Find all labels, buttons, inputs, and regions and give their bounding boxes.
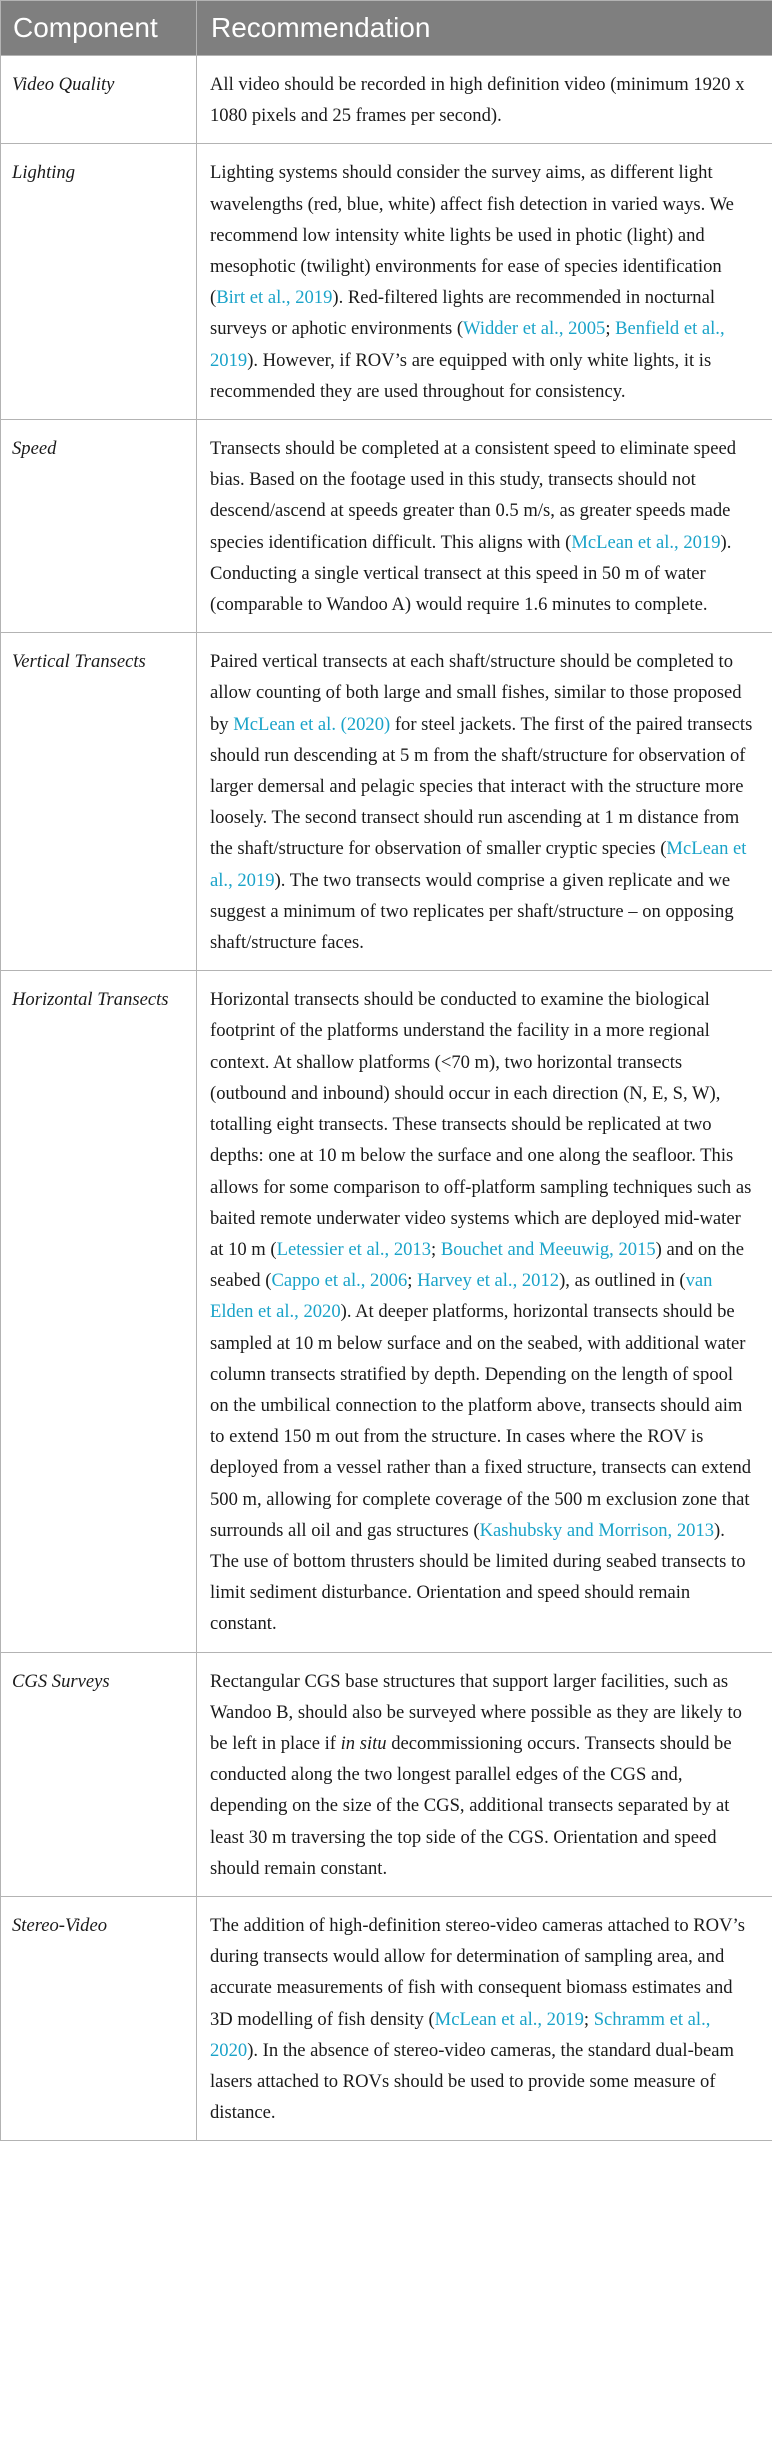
table-row xyxy=(1,633,772,971)
recommendation-cell: Horizontal transects should be conducted to examine the biological footprint of the platforms understand the facility in a more regional context. At shallow platforms (<70 m), two horizontal transects (outbound and inbound) should occur in each direction (N, E, S, W), totalling eight transects. These transects should be replicated at two depths: one at 10 m below the surface and one along the seafloor. This allows for some comparison to off-platform sampling techniques such as baited remote underwater video systems which are deployed mid-water at 10 m (Letessier et al., 2013; Bouchet and Meeuwig, 2015) and on the seabed (Cappo et al., 2006; Harvey et al., 2012), as outlined in (van Elden et al., 2020). At deeper platforms, horizontal transects should be sampled at 10 m below surface and on the seabed, with additional water column transects stratified by depth. Depending on the length of spool on the umbilical connection to the platform above, transects should aim to extend 150 m out from the structure. In cases where the ROV is deployed from a vessel rather than a fixed structure, transects can extend 500 m, allowing for complete coverage of the 500 m exclusion zone that surrounds all oil and gas structures (Kashubsky and Morrison, 2013). The use of bottom thrusters should be limited during seabed transects to limit sediment disturbance. Orientation and speed should remain constant. xyxy=(197,971,772,1652)
citation-link[interactable]: Schramm et al., 2020 xyxy=(210,2008,711,2061)
component-cell: Video Quality xyxy=(1,56,197,144)
citation-link[interactable]: Birt et al., 2019 xyxy=(216,287,333,309)
header-recommendation: Recommendation xyxy=(197,1,772,56)
component-cell: Stereo-Video xyxy=(1,1896,197,2140)
component-cell: CGS Surveys xyxy=(1,1652,197,1896)
citation-link[interactable]: Kashubsky and Morrison, 2013 xyxy=(479,1519,715,1541)
table-row xyxy=(1,971,772,1652)
recommendation-cell: Rectangular CGS base structures that support larger facilities, such as Wandoo B, should also be surveyed where possible as they are likely to be left in place if in situ decommissioning occurs. Transects should be conducted along the two longest parallel edges of the CGS and, depending on the size of the CGS, additional transects separated by at least 30 m traversing the top side of the CGS. Orientation and speed should remain constant. xyxy=(197,1652,772,1896)
citation-link[interactable]: McLean et al. (2020) xyxy=(233,713,391,735)
recommendation-cell: The addition of high-definition stereo-video cameras attached to ROV’s during transects would allow for determination of sampling area, and accurate measurements of fish with consequent biomass estimates and 3D modelling of fish density (McLean et al., 2019; Schramm et al., 2020). In the absence of stereo-video cameras, the standard dual-beam lasers attached to ROVs should be used to provide some measure of distance. xyxy=(197,1896,772,2140)
recommendation-cell: Paired vertical transects at each shaft/structure should be completed to allow counting of both large and small fishes, similar to those proposed by McLean et al. (2020) for steel jackets. The first of the paired transects should run descending at 5 m from the shaft/structure for observation of larger demersal and pelagic species that interact with the structure more loosely. The second transect should run ascending at 1 m distance from the shaft/structure for observation of smaller cryptic species (McLean et al., 2019). The two transects would comprise a given replicate and we suggest a minimum of two replicates per shaft/structure – on opposing shaft/structure faces. xyxy=(197,633,772,971)
table-row xyxy=(1,144,772,420)
table-row xyxy=(1,1896,772,2140)
citation-link[interactable]: van Elden et al., 2020 xyxy=(210,1270,713,1323)
component-cell: Lighting xyxy=(1,144,197,420)
citation-link[interactable]: Bouchet and Meeuwig, 2015 xyxy=(440,1238,656,1260)
table-row xyxy=(1,56,772,144)
header-component: Component xyxy=(1,1,197,56)
citation-link[interactable]: Widder et al., 2005 xyxy=(463,318,606,340)
citation-link[interactable]: McLean et al., 2019 xyxy=(210,838,747,891)
citation-link[interactable]: Cappo et al., 2006 xyxy=(271,1270,408,1292)
citation-link[interactable]: McLean et al., 2019 xyxy=(434,2008,584,2030)
italic-term: in situ xyxy=(340,1732,387,1754)
recommendation-cell: Transects should be completed at a consistent speed to eliminate speed bias. Based on the footage used in this study, transects should not descend/ascend at speeds greater than 0.5 m/s, as greater speeds made species identification difficult. This aligns with (McLean et al., 2019). Conducting a single vertical transect at this speed in 50 m of water (comparable to Wandoo A) would require 1.6 minutes to complete. xyxy=(197,420,772,633)
table-row xyxy=(1,420,772,633)
component-cell: Horizontal Transects xyxy=(1,971,197,1652)
citation-link[interactable]: Harvey et al., 2012 xyxy=(417,1270,560,1292)
table-row xyxy=(1,1652,772,1896)
recommendation-cell: All video should be recorded in high definition video (minimum 1920 x 1080 pixels and 25 frames per second). xyxy=(197,56,772,144)
recommendation-cell: Lighting systems should consider the survey aims, as different light wavelengths (red, blue, white) affect fish detection in varied ways. We recommend low intensity white lights be used in photic (light) and mesophotic (twilight) environments for ease of species identification (Birt et al., 2019). Red-filtered lights are recommended in nocturnal surveys or aphotic environments (Widder et al., 2005; Benfield et al., 2019). However, if ROV’s are equipped with only white lights, it is recommended they are used throughout for consistency. xyxy=(197,144,772,420)
citation-link[interactable]: Letessier et al., 2013 xyxy=(276,1238,432,1260)
component-cell: Vertical Transects xyxy=(1,633,197,971)
header-row xyxy=(1,1,772,56)
citation-link[interactable]: Benfield et al., 2019 xyxy=(210,318,725,371)
component-cell: Speed xyxy=(1,420,197,633)
citation-link[interactable]: McLean et al., 2019 xyxy=(571,531,721,553)
